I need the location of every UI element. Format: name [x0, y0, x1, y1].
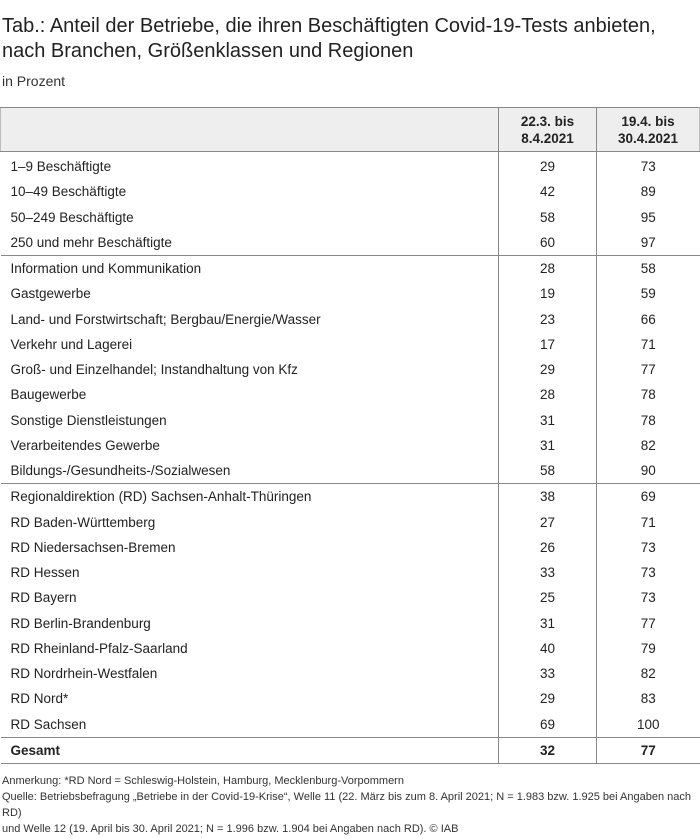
column-header-period-1 [499, 108, 597, 152]
table-row [1, 535, 700, 560]
cell-value-period-1: 31 [499, 408, 597, 433]
table-row [1, 484, 700, 510]
cell-value-period-1: 28 [499, 256, 597, 282]
cell-value-period-1: 60 [499, 230, 597, 256]
cell-value-period-1: 31 [499, 611, 597, 636]
column-header-period-1-line-2: 8.4.2021 [521, 130, 574, 146]
row-label: Information und Kommunikation [1, 256, 499, 282]
column-header-period-2-line-1: 19.4. bis [621, 113, 675, 129]
cell-value-period-1: 38 [499, 484, 597, 510]
row-label: RD Hessen [10, 565, 80, 581]
cell-value-period-2: 89 [597, 179, 700, 204]
table-row [1, 382, 700, 407]
table-row [1, 256, 700, 282]
cell-value-period-2: 59 [597, 281, 700, 306]
row-label: Bildungs-/Gesundheits-/Sozialwesen [10, 463, 231, 479]
cell-value-period-1: 42 [499, 179, 597, 204]
row-label: 10–49 Beschäftigte [10, 184, 127, 200]
cell-value-period-1: 28 [499, 382, 597, 407]
row-label: Baugewerbe [10, 387, 87, 403]
data-table [0, 107, 700, 764]
cell-value-period-2: 79 [597, 636, 700, 661]
row-label: Sonstige Dienstleistungen [10, 412, 167, 428]
cell-value-period-1: 40 [499, 636, 597, 661]
table-row [1, 408, 700, 433]
row-label: Gastgewerbe [10, 286, 91, 302]
cell-value-period-2: 73 [597, 585, 700, 610]
row-label: RD Bayern [10, 590, 77, 606]
row-label: RD Baden-Württemberg [10, 514, 156, 530]
cell-value-period-1: 23 [499, 307, 597, 332]
row-label: Verarbeitendes Gewerbe [10, 437, 160, 453]
row-label: 50–249 Beschäftigte [10, 209, 134, 225]
cell-value-period-1: 32 [499, 737, 597, 763]
cell-value-period-2: 77 [597, 611, 700, 636]
cell-value-period-2: 71 [597, 332, 700, 357]
table-row [1, 510, 700, 535]
table-row [1, 307, 700, 332]
footnote-source-line-1: Quelle: Betriebsbefragung „Betriebe in der Covid-19-Krise“, Welle 11 (22. März bis zum 8. April 2021; N = 1.983 bzw. 1.925 bei Angaben nach RD) [2, 791, 692, 819]
row-label: Gesamt [1, 737, 499, 763]
cell-value-period-2: 78 [597, 408, 700, 433]
column-header-period-2 [597, 108, 700, 152]
row-label: RD Nordrhein-Westfalen [10, 666, 158, 682]
table-row [1, 281, 700, 306]
table-row [1, 560, 700, 585]
cell-value-period-2: 71 [597, 510, 700, 535]
cell-value-period-2: 100 [597, 712, 700, 738]
table-row [1, 357, 700, 382]
cell-value-period-2: 83 [597, 686, 700, 711]
table-row [1, 179, 700, 204]
row-label: RD Rheinland-Pfalz-Saarland [10, 640, 188, 656]
row-label: RD Berlin-Brandenburg [10, 615, 151, 631]
table-row [1, 585, 700, 610]
cell-value-period-2: 73 [597, 152, 700, 180]
cell-value-period-2: 66 [597, 307, 700, 332]
cell-value-period-1: 69 [499, 712, 597, 738]
table-row [1, 737, 700, 763]
row-label: RD Niedersachsen-Bremen [10, 539, 176, 555]
cell-value-period-1: 31 [499, 433, 597, 458]
column-header-label [1, 108, 499, 152]
cell-value-period-2: 82 [597, 433, 700, 458]
cell-value-period-2: 82 [597, 661, 700, 686]
cell-value-period-1: 29 [499, 152, 597, 180]
cell-value-period-2: 90 [597, 458, 700, 484]
cell-value-period-2: 73 [597, 560, 700, 585]
cell-value-period-1: 58 [499, 458, 597, 484]
cell-value-period-2: 73 [597, 535, 700, 560]
row-label: Land- und Forstwirtschaft; Bergbau/Energie/Wasser [10, 311, 321, 327]
footnote-source-line-2: und Welle 12 (19. April bis 30. April 2021; N = 1.996 bzw. 1.904 bei Angaben nach RD). © IAB [2, 823, 459, 835]
cell-value-period-2: 77 [597, 737, 700, 763]
cell-value-period-1: 58 [499, 205, 597, 230]
cell-value-period-1: 33 [499, 661, 597, 686]
cell-value-period-2: 69 [597, 484, 700, 510]
cell-value-period-1: 17 [499, 332, 597, 357]
cell-value-period-1: 33 [499, 560, 597, 585]
figure-subtitle: in Prozent [2, 73, 66, 89]
cell-value-period-1: 26 [499, 535, 597, 560]
cell-value-period-2: 77 [597, 357, 700, 382]
row-label: Regionaldirektion (RD) Sachsen-Anhalt-Thüringen [1, 484, 499, 510]
table-row [1, 611, 700, 636]
row-label: Verkehr und Lagerei [10, 336, 133, 352]
table-header-row [1, 108, 700, 152]
table-row [1, 152, 700, 180]
data-table-container [0, 107, 700, 764]
cell-value-period-2: 97 [597, 230, 700, 256]
footnote-remark: Anmerkung: *RD Nord = Schleswig-Holstein, Hamburg, Mecklenburg-Vorpommern [2, 775, 404, 787]
table-row [1, 205, 700, 230]
table-body [1, 152, 700, 764]
table-row [1, 712, 700, 738]
table-row [1, 230, 700, 256]
table-row [1, 332, 700, 357]
column-header-period-2-line-2: 30.4.2021 [617, 130, 679, 146]
table-row [1, 661, 700, 686]
cell-value-period-1: 19 [499, 281, 597, 306]
cell-value-period-1: 27 [499, 510, 597, 535]
row-label: 1–9 Beschäftigte [10, 159, 112, 175]
row-label: RD Nord* [10, 691, 69, 707]
table-row [1, 433, 700, 458]
cell-value-period-1: 25 [499, 585, 597, 610]
row-label: Groß- und Einzelhandel; Instandhaltung von Kfz [10, 362, 298, 378]
footnotes [2, 773, 698, 837]
table-row [1, 686, 700, 711]
table-row [1, 636, 700, 661]
column-header-period-1-line-1: 22.3. bis [520, 113, 575, 129]
figure-title: Tab.: Anteil der Betriebe, die ihren Beschäftigten Covid-19-Tests anbieten, nach Branchen, Größenklassen und Regionen [2, 15, 656, 62]
row-label: 250 und mehr Beschäftigte [10, 234, 172, 250]
table-row [1, 458, 700, 484]
row-label: RD Sachsen [10, 716, 87, 732]
cell-value-period-1: 29 [499, 357, 597, 382]
cell-value-period-2: 58 [597, 256, 700, 282]
cell-value-period-2: 78 [597, 382, 700, 407]
cell-value-period-2: 95 [597, 205, 700, 230]
cell-value-period-1: 29 [499, 686, 597, 711]
